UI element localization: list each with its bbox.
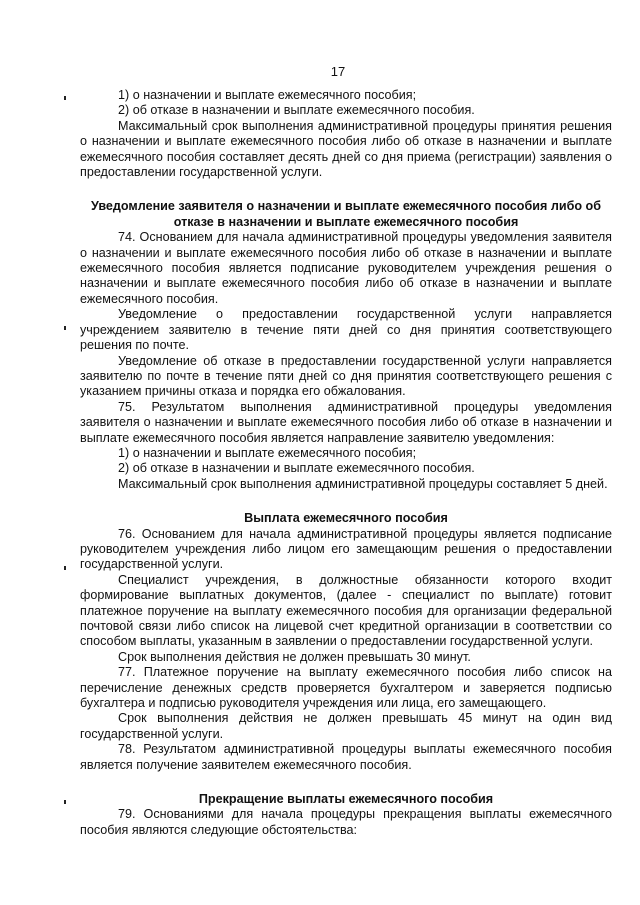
paragraph-term-30: Срок выполнения действия не должен превышать 30 минут.	[118, 649, 471, 664]
document-body	[80, 88, 612, 838]
paragraph-79: 79. Основаниями для начала процедуры прекращения выплаты ежемесячного пособия являются следующие обстоятельства:	[80, 807, 612, 837]
paragraph-notification-refusal: Уведомление об отказе в предоставлении государственной услуги направляется заявителю по почте в течение пяти дней со дня принятия соответствующего решения с указанием причины отказа и порядка его обжалования.	[80, 353, 612, 399]
section-heading-payment: Выплата ежемесячного пособия	[244, 511, 448, 526]
paragraph-78: 78. Результатом административной процедуры выплаты ежемесячного пособия является получение заявителем ежемесячного пособия.	[80, 742, 612, 772]
paragraph-term-45: Срок выполнения действия не должен превышать 45 минут на один вид государственной услуги.	[80, 711, 612, 741]
list-item-2: 2) об отказе в назначении и выплате ежемесячного пособия.	[118, 103, 475, 118]
scan-mark	[64, 800, 66, 804]
list-item-1: 1) о назначении и выплате ежемесячного пособия;	[118, 445, 417, 460]
paragraph-max-term: Максимальный срок выполнения административной процедуры составляет 5 дней.	[118, 476, 608, 491]
paragraph-notification-grant: Уведомление о предоставлении государственной услуги направляется учреждением заявителю в течение пяти дней со дня принятия соответствующего решения по почте.	[80, 307, 612, 353]
list-item-2: 2) об отказе в назначении и выплате ежемесячного пособия.	[118, 461, 475, 476]
scan-mark	[64, 326, 66, 330]
list-item-1: 1) о назначении и выплате ежемесячного пособия;	[118, 88, 417, 102]
page-number: 17	[330, 64, 346, 79]
paragraph-max-term: Максимальный срок выполнения административной процедуры принятия решения о назначении и выплате ежемесячного пособия либо об отказе в назначении и выплате ежемесячного пособия составляет десять дней со дня приема (регистрации) заявления о предоставлении государственной услуги.	[80, 118, 612, 180]
paragraph-75: 75. Результатом выполнения административной процедуры уведомления заявителя о назначении и выплате ежемесячного пособия либо об отказе в назначении и выплате ежемесячного пособия является направление заявителю уведомления:	[80, 399, 612, 445]
paragraph-76: 76. Основанием для начала административной процедуры является подписание руководителем учреждения либо лицом его замещающим решения о предоставлении государственной услуги.	[80, 526, 612, 572]
paragraph-74: 74. Основанием для начала административной процедуры уведомления заявителя о назначении и выплате ежемесячного пособия либо об отказе в назначении и выплате ежемесячного пособия является подписание руководителем учреждения решения о назначении и выплате ежемесячного пособия либо об отказе в назначении и выплате ежемесячного пособия.	[80, 230, 612, 306]
paragraph-77: 77. Платежное поручение на выплату ежемесячного пособия либо список на перечисление денежных средств проверяется бухгалтером и заверяется подписью бухгалтера и подписью руководителя учреждения или лица, его замещающего.	[80, 665, 612, 711]
scan-mark	[64, 566, 66, 570]
paragraph-specialist: Специалист учреждения, в должностные обязанности которого входит формирование выплатных документов, (далее - специалист по выплате) готовит платежное поручение на выплату ежемесячного пособия для организации федеральной почтовой связи либо список на лицевой счет кредитной организации в соответствии со способом выплаты, указанным в заявлении о предоставлении государственной услуги.	[80, 572, 612, 649]
section-heading-termination: Прекращение выплаты ежемесячного пособия	[198, 792, 494, 807]
section-heading-notification: Уведомление заявителя о назначении и выплате ежемесячного пособия либо об отказе в назначении и выплате ежемесячного пособия	[90, 199, 602, 229]
scan-mark	[64, 96, 66, 100]
